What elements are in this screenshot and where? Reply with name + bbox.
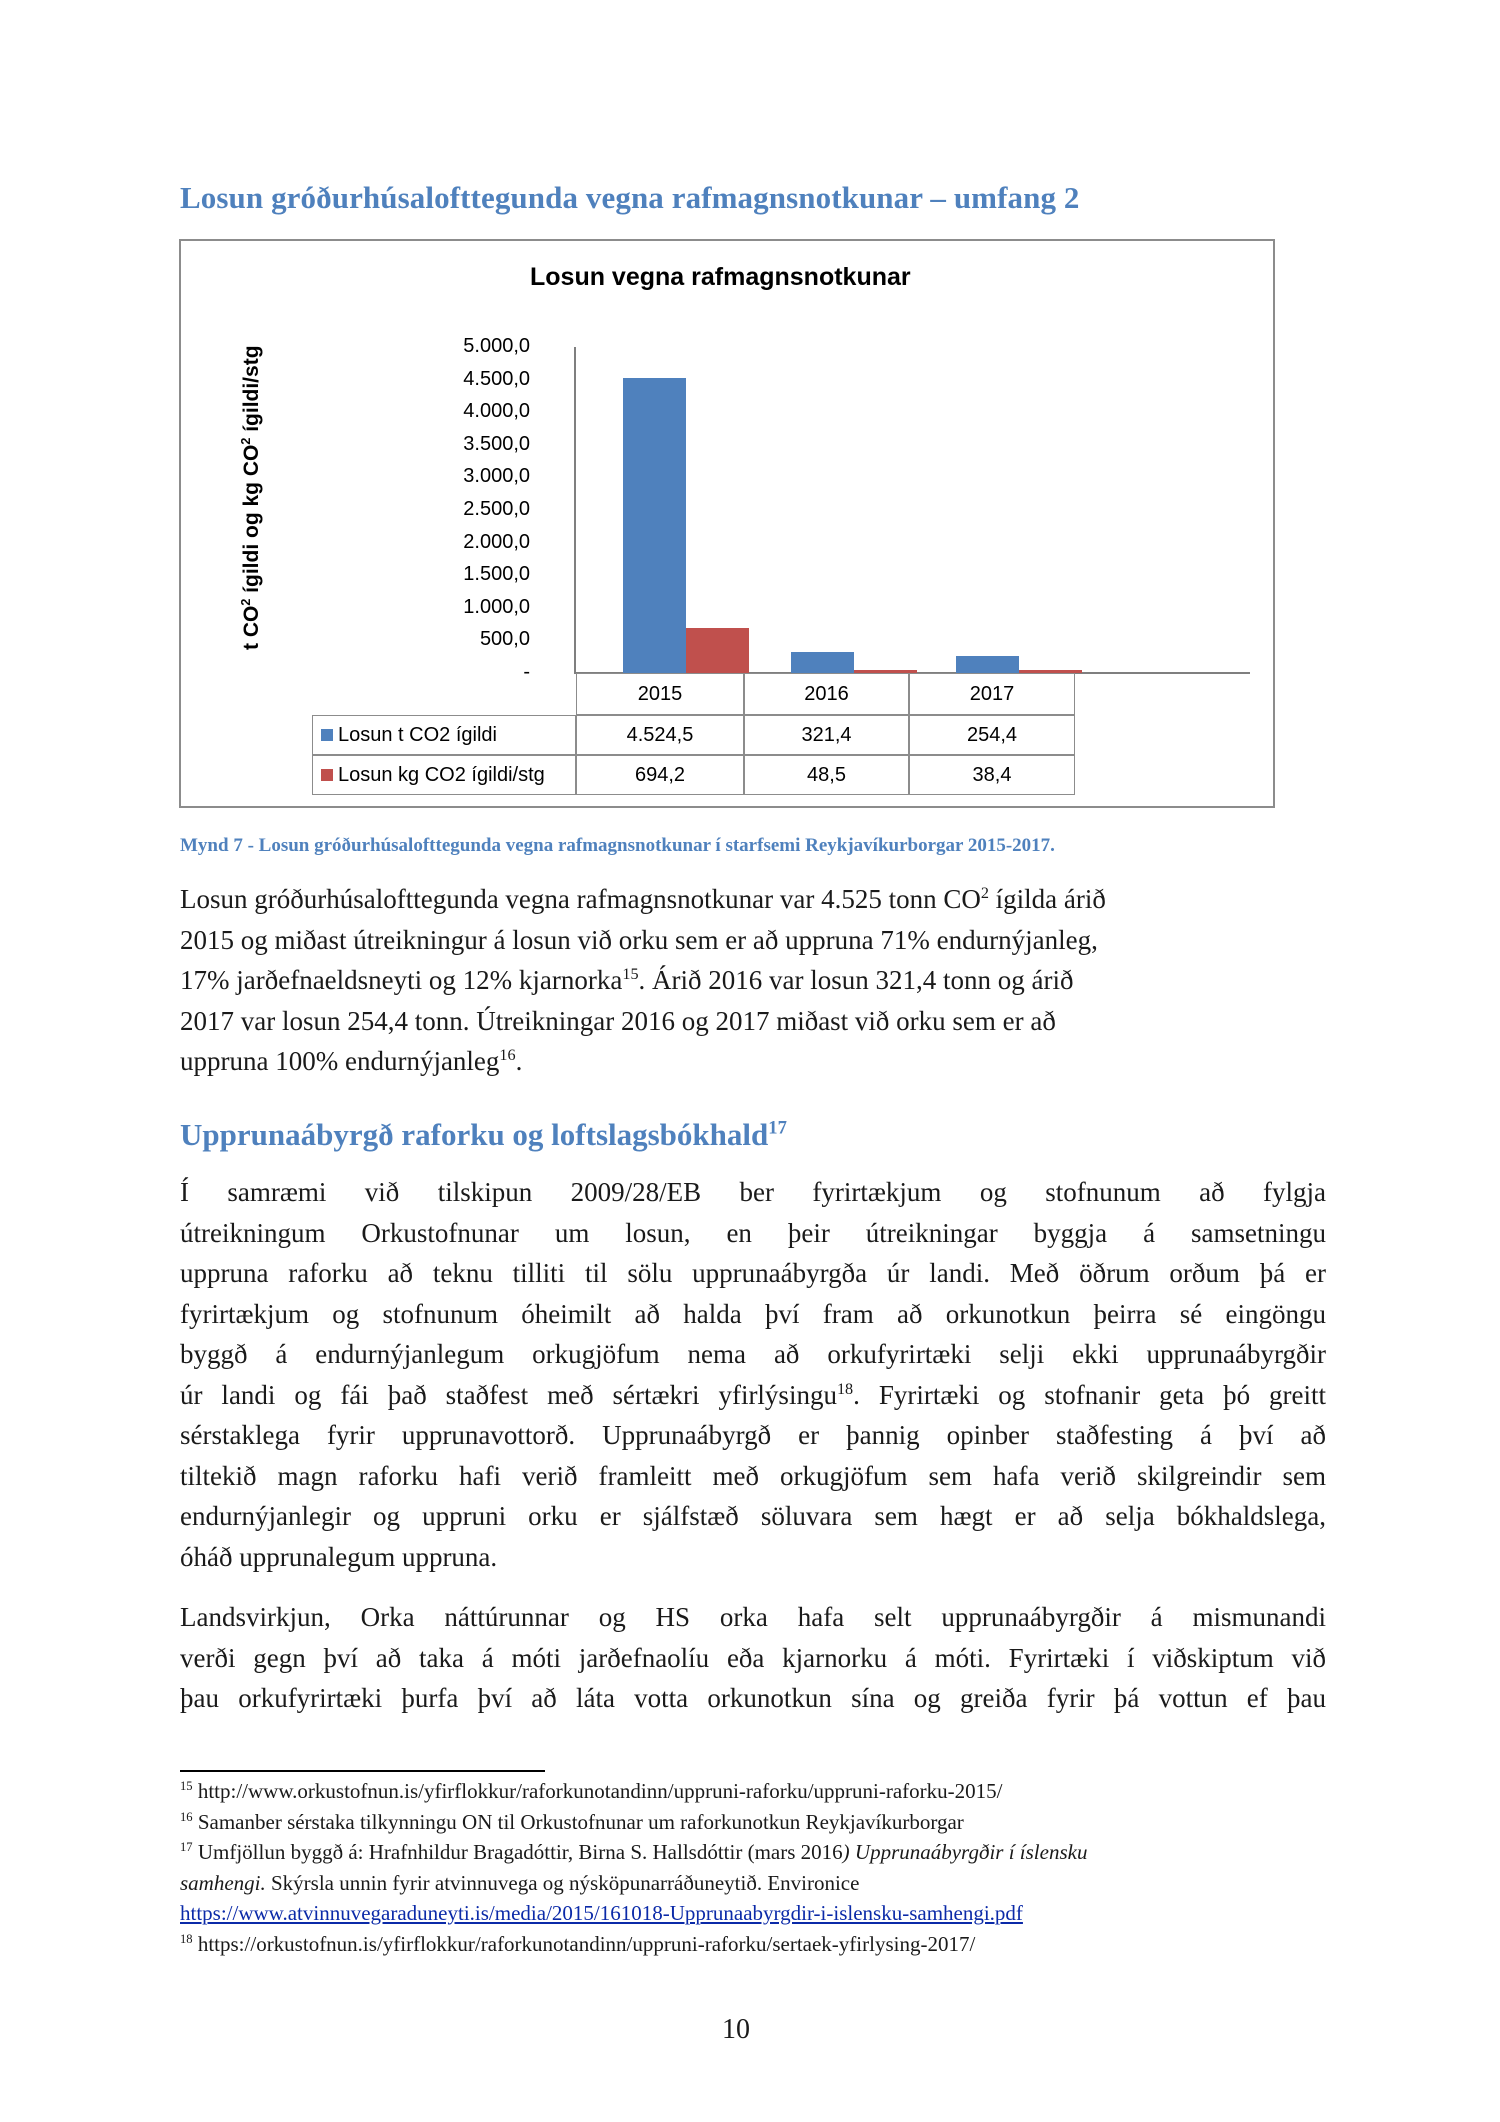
footnote-18: $^{18}$ https://orkustofnun.is/yfirflokkur/raforkunotandinn/uppruni-raforku/sertaek-yfirlysing-2017/ [180,1931,976,1956]
legend-swatch-icon [321,729,333,741]
paragraph-directive: Í samræmi við tilskipun 2009/28/EB ber fyrirtækjum og stofnunum að fylgja útreikningum Orkustofnunar um losun, en þeir útreikningar byggja á samsetningu uppruna raforku að teknu tilliti til sölu upprunaábyrgða úr landi. Með öðrum orðum þá er fyrirtækjum og stofnunum óheimilt að halda því fram að orkunotkun þeirra sé eingöngu byggð á endurnýjanlegum orkugjöfum nema að orkufyrirtæki selji ekki upprunaábyrgðir úr landi og fái það staðfest með sértækri yfirlýsingu$^{18}$. Fyrirtæki og stofnanir geta þó greitt sérstaklega fyrir upprunavottorð. Upprunaábyrgð er þannig opinber staðfesting á því að tiltekið magn raforku hafi verið framleitt með orkugjöfum sem hafa verið skilgreindir sem endurnýjanlegir og uppruni orku er sjálfstæð söluvara sem hægt er að selja bókhaldslega, óháð upprunalegum uppruna. [180,1177,1326,1572]
table-header-2017: 2017 [909,673,1075,715]
table-cell: 38,4 [909,755,1075,795]
table-cell: 694,2 [576,755,744,795]
footnote-17-link[interactable]: https://www.atvinnuvegaraduneyti.is/media/2015/161018-Upprunaabyrgdir-i-islensku-samhengi.pdf [180,1901,1023,1925]
table-header-2016: 2016 [744,673,909,715]
y-tick-label: 1.000,0 [463,595,530,618]
table-cell: 321,4 [744,715,909,755]
y-tick-label: 3.000,0 [463,465,530,488]
table-header-2015: 2015 [576,673,744,715]
legend-swatch-icon [321,769,333,781]
section-heading-origin-guarantees: Upprunaábyrgð raforku og loftslagsbókhald$^{17}$ [180,1117,787,1152]
figure-caption: Mynd 7 - Losun gróðurhúsalofttegunda vegna rafmagnsnotkunar í starfsemi Reykjavíkurborgar 2015-2017. [180,835,1055,856]
footnote-16: $^{16}$ Samanber sérstaka tilkynningu ON til Orkustofnunar um raforkunotkun Reykjavíkurborgar [180,1809,964,1834]
y-tick-label: 500,0 [479,628,530,651]
footnotes: $^{15}$ http://www.orkustofnun.is/yfirflokkur/raforkunotandinn/uppruni-raforku/uppruni-raforku-2015/ $^{16}$ Samanber sérstaka tilkynningu ON til Orkustofnunar um raforkunotkun Reykjavíkurborgar $^{17}$ Umfjöllun byggð á: Hrafnhildur Bragadóttir, Birna S. Hallsdóttir (mars 2016) Upprunaábyrgðir í íslensku samhengi. Skýrsla unnin fyrir atvinnuvega og nýsköpunarráðuneytið. Environice https://www.atvinnuvegaraduneyti.is/media/2015/161018-Upprunaabyrgdir-i-islensku-samhengi.pdf $^{18}$ https://orkustofnun.is/yfirflokkur/raforkunotandinn/uppruni-raforku/sertaek-yfirlysing-2017/ [180,1776,1087,1959]
y-tick-label: 3.500,0 [463,432,530,455]
table-cell: 4.524,5 [576,715,744,755]
legend-label: Losun kg CO2 ígildi/stg [338,763,545,786]
chart-title: Losun vegna rafmagnsnotkunar [530,263,911,291]
y-tick-label: 2.000,0 [463,530,530,553]
bar-2016-series-1 [791,652,854,673]
y-tick-label: 1.500,0 [463,563,530,586]
y-tick-label: 4.500,0 [463,367,530,390]
table-cell: 254,4 [909,715,1075,755]
table-cell: 48,5 [744,755,909,795]
footnote-17: $^{17}$ Umfjöllun byggð á: Hrafnhildur Bragadóttir, Birna S. Hallsdóttir (mars 2016) Upprunaábyrgðir í íslensku [180,1840,1088,1864]
bar-2017-series-1 [956,656,1019,673]
chart-y-axis-label: t $CO^2$ ígildi og kg $CO^2$ ígildi/stg [239,345,263,650]
y-tick-label: 5.000,0 [463,335,530,357]
page-number: 10 [722,2014,750,2045]
y-tick-label: - [523,661,530,683]
y-tick-label: 2.500,0 [463,498,530,520]
footnote-15: $^{15}$ http://www.orkustofnun.is/yfirflokkur/raforkunotandinn/uppruni-raforku/uppruni-raforku-2015/ [180,1779,1003,1803]
bar-2015-series-1 [623,378,686,673]
footnote-divider [180,1770,545,1772]
legend-label: Losun t CO2 ígildi [338,723,497,746]
y-tick-label: 4.000,0 [463,400,530,423]
chart-y-axis [574,347,576,674]
bar-2015-series-2 [686,628,749,673]
legend-entry-series-1 [312,715,576,755]
section-heading: Losun gróðurhúsalofttegunda vegna rafmagnsnotkunar – umfang 2 [180,180,1080,215]
paragraph-emissions: Losun gróðurhúsalofttegunda vegna rafmagnsnotkunar var 4.525 tonn $CO^2$ ígilda árið 2015 og miðast útreikningur á losun við orku sem er að uppruna 71% endurnýjanleg, 17% jarðefnaeldsneyti og 12% kjarnorka$^{15}$. Árið 2016 var losun 321,4 tonn og árið 2017 var losun 254,4 tonn. Útreikningar 2016 og 2017 miðast við orku sem er að uppruna 100% endurnýjanleg$^{16}$. [180,884,1106,1076]
paragraph-energy-companies: Landsvirkjun, Orka náttúrunnar og HS orka hafa selt upprunaábyrgðir á mismunandi verði gegn því að taka á móti jarðefnaolíu eða kjarnorku á móti. Fyrirtæki í viðskiptum við þau orkufyrirtæki þurfa því að láta votta orkunotkun sína og greiða fyrir þá vottun ef þau [180,1602,1326,1713]
legend-entry-series-2 [312,755,576,795]
